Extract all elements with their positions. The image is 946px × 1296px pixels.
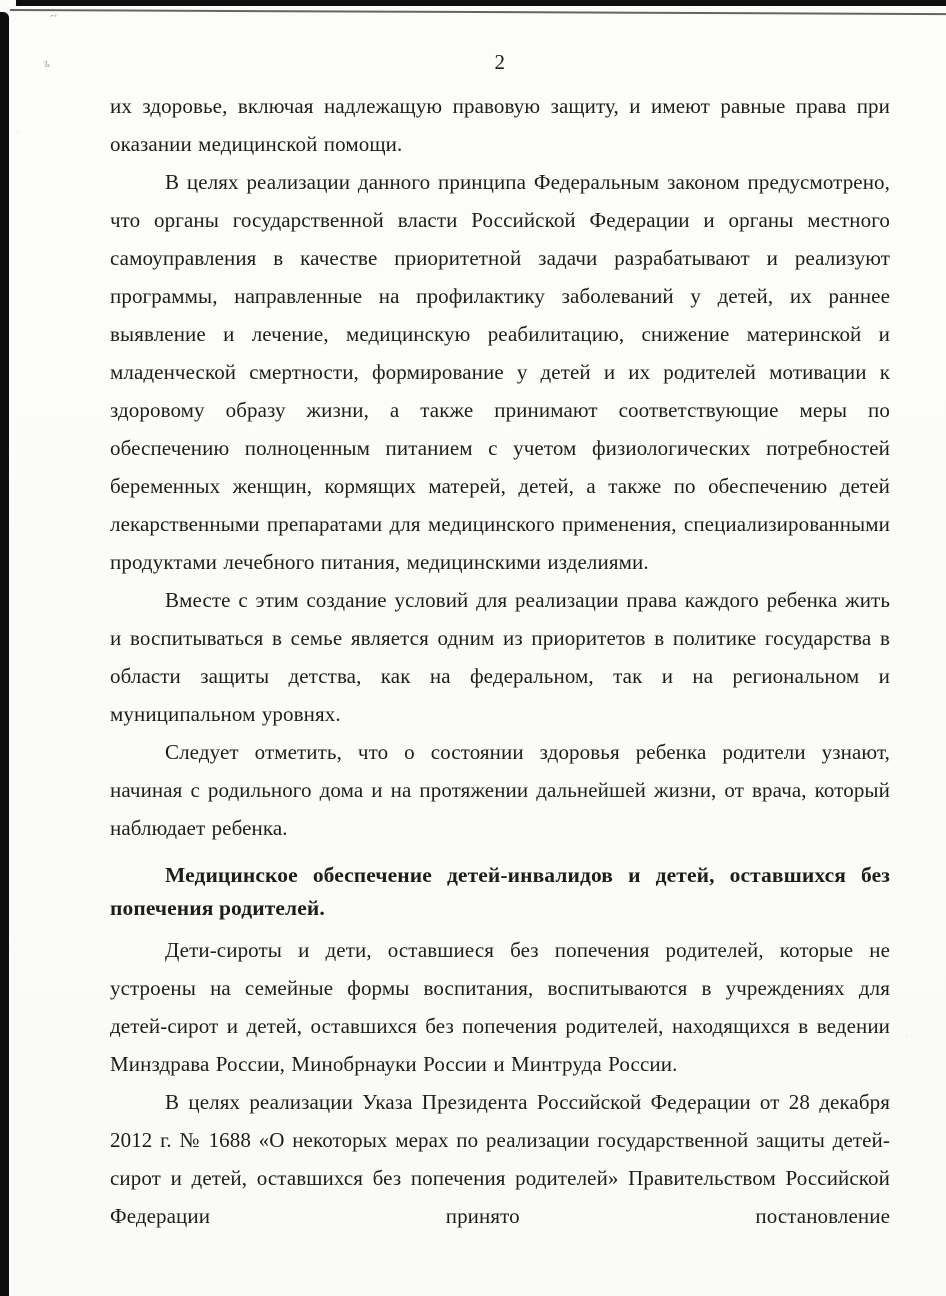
scan-speck: ~ — [48, 7, 59, 24]
paragraph-health-rights: их здоровье, включая надлежащую правовую защиту, и имеют равные права при оказании медицинской помощи. — [110, 94, 890, 156]
paragraph-federal-law-programs: В целях реализации данного принципа Федеральным законом предусмотрено, что органы государственной власти Российской Федерации и органы местного самоуправления в качестве приоритетной задачи разрабатывают и реализуют программы, направленные на профилактику заболеваний у детей, их раннее выявление и лечение, медицинскую реабилитацию, снижение материнской и младенческой смертности, формирование у детей и их родителей мотивации к здоровому образу жизни, а также принимают соответствующие меры по обеспечению полноценным питанием с учетом физиологических потребностей беременных женщин, кормящих матерей, детей, а также по обеспечению детей лекарственными препаратами для медицинского применения, специализированными продуктами лечебного питания, медицинскими изделиями. — [110, 170, 890, 574]
paragraph-family-priority: Вместе с этим создание условий для реализации права каждого ребенка жить и воспитываться в семье является одним из приоритетов в политике государства в области защиты детства, как на федеральном, так и на региональном и муниципальном уровнях. — [110, 588, 890, 726]
scan-speck: · — [16, 128, 20, 139]
section-heading-medical-care-orphans: Медицинское обеспечение детей-инвалидов и детей, оставшихся без попечения родителей. — [110, 863, 890, 920]
scan-speck: · — [905, 1032, 909, 1043]
scan-speck: ъ — [43, 55, 52, 71]
page-number: 2 — [494, 50, 506, 74]
paragraph-doctor-observation: Следует отметить, что о состоянии здоровья ребенка родители узнают, начиная с родильного дома и на протяжении дальнейшей жизни, от врача, который наблюдает ребенка. — [110, 740, 890, 840]
scan-edge-left — [0, 12, 9, 1296]
paragraph-orphan-institutions: Дети-сироты и дети, оставшиеся без попечения родителей, которые не устроены на семейные формы воспитания, воспитываются в учреждениях для детей-сирот и детей, оставшихся без попечения родителей, находящихся в ведении Минздрава России, Минобрнауки России и Минтруда России. — [110, 938, 890, 1076]
document-body — [110, 0, 890, 1235]
paragraph-presidential-decree-1688: В целях реализации Указа Президента Российской Федерации от 28 декабря 2012 г. № 1688 «О некоторых мерах по реализации государственной защиты детей-сирот и детей, оставшихся без попечения родителей» Правительством Российской Федерации принято постановление — [110, 1090, 890, 1228]
